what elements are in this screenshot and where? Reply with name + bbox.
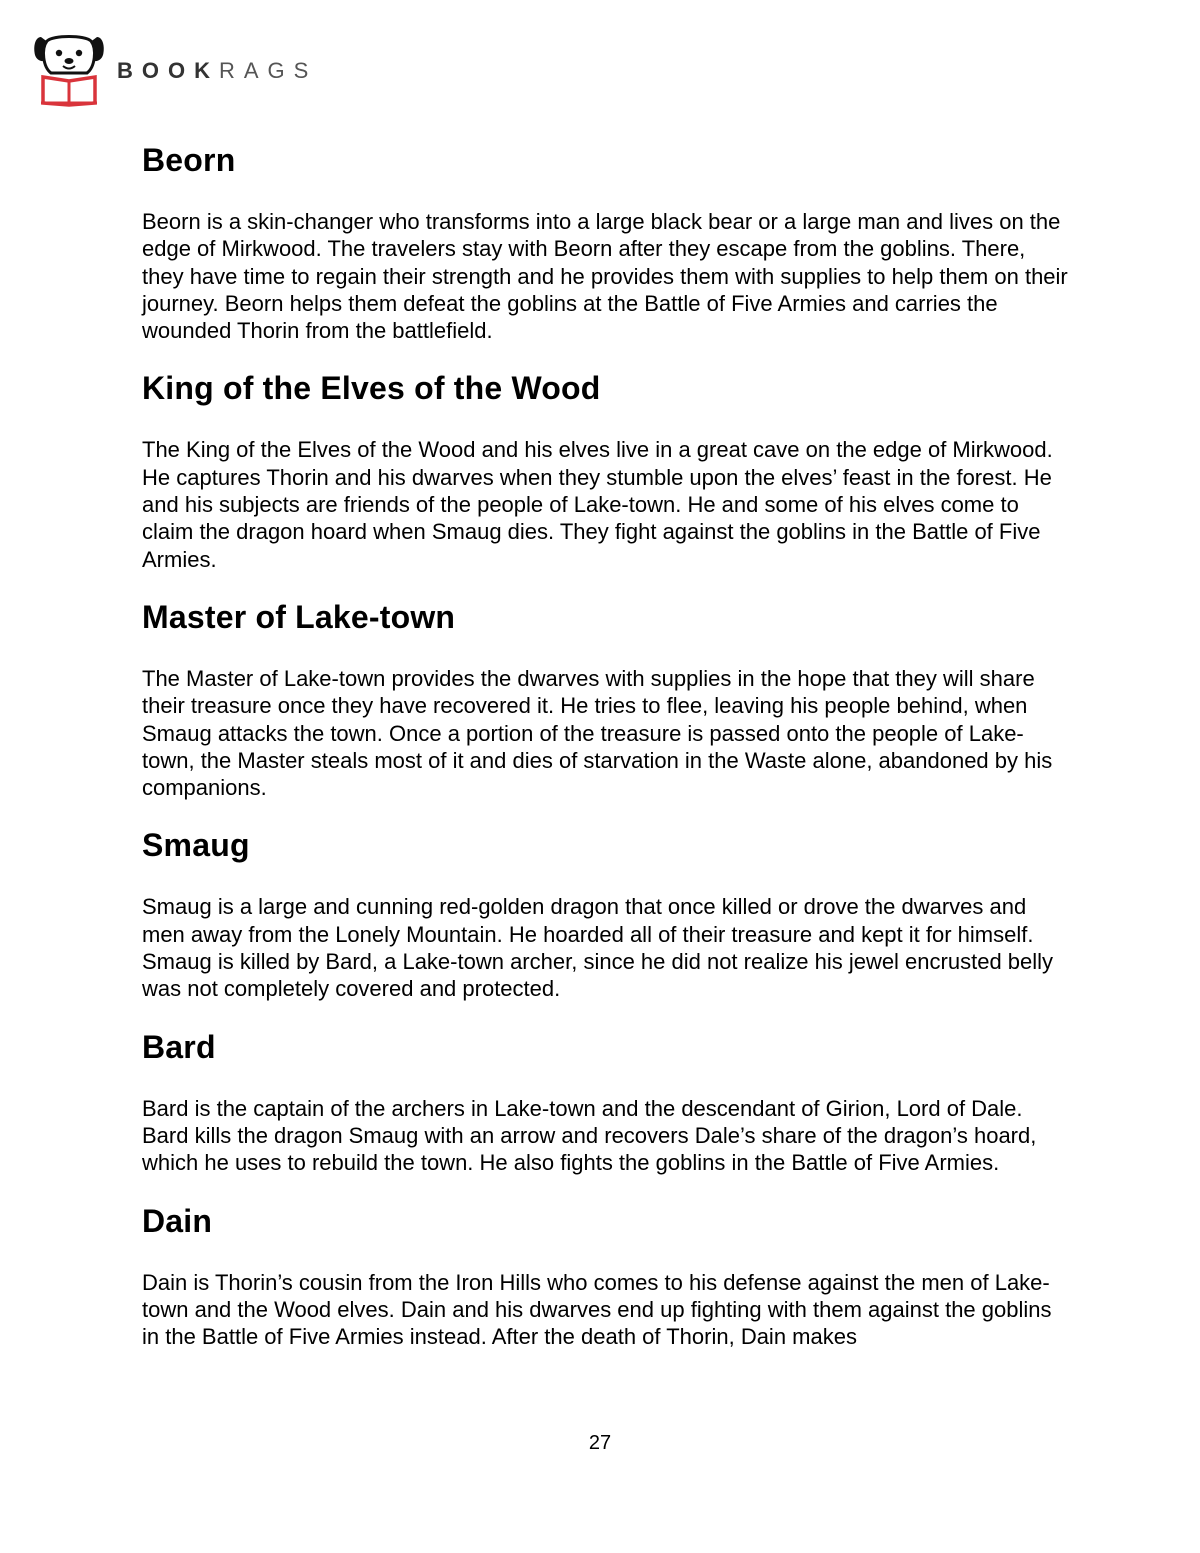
section-body: Dain is Thorin’s cousin from the Iron Hills who comes to his defense against the men of Lake-town and the Wood elves. Dain and his dwarves end up fighting with them against the goblins in the Battle of Five Armies instead. After the death of Thorin, Dain makes xyxy=(142,1269,1052,1350)
section-body: Bard is the captain of the archers in Lake-town and the descendant of Girion, Lord of Dale. Bard kills the dragon Smaug with an arrow and recovers Dale’s share of the dragon’s hoard, which he uses to rebuild the town. He also fights the goblins in the Battle of Five Armies. xyxy=(142,1095,1037,1176)
section-body: The Master of Lake-town provides the dwarves with supplies in the hope that they will share their treasure once they have recovered it. He tries to flee, leaving his people behind, when Smaug attacks the town. Once a portion of the treasure is passed onto the people of Lake-town, the Master steals most of it and dies of starvation in the Waste alone, abandoned by his companions. xyxy=(142,665,1053,801)
logo-wordmark xyxy=(117,58,317,84)
section-title: Dain xyxy=(142,1202,213,1239)
section-dain xyxy=(142,1199,1072,1351)
logo-text-light: RAGS xyxy=(219,58,318,83)
page-number: 27 xyxy=(588,1432,612,1454)
section-beorn xyxy=(142,138,1072,344)
section-title: Beorn xyxy=(142,142,236,178)
logo-text-bold: BOOK xyxy=(117,58,219,83)
section-bard xyxy=(142,1025,1072,1177)
section-title: Master of Lake-town xyxy=(142,598,456,635)
section-smaug xyxy=(142,823,1072,1002)
section-king-of-elves xyxy=(142,366,1072,572)
section-master-of-lake-town xyxy=(142,595,1072,801)
section-body: Smaug is a large and cunning red-golden dragon that once killed or drove the dwarves and men away from the Lonely Mountain. He hoarded all of their treasure and kept it for himself. Smaug is killed by Bard, a Lake-town archer, since he did not realize his jewel encrusted belly was not completely covered and protected. xyxy=(142,894,1054,1002)
dog-with-book-icon xyxy=(33,33,105,107)
section-title: Smaug xyxy=(142,827,250,864)
section-body: Beorn is a skin-changer who transforms into a large black bear or a large man and lives on the edge of Mirkwood. The travelers stay with Beorn after they escape from the goblins. There, they have time to regain their strength and he provides them with supplies to help them on their journey. Beorn helps them defeat the goblins at the Battle of Five Armies and carries the wounded Thorin from the battlefield. xyxy=(142,209,1068,344)
section-title: King of the Elves of the Wood xyxy=(142,370,601,407)
bookrags-logo xyxy=(33,33,317,107)
section-title: Bard xyxy=(142,1028,216,1065)
document-content xyxy=(142,138,1072,1372)
section-body: The King of the Elves of the Wood and his elves live in a great cave on the edge of Mirkwood. He captures Thorin and his dwarves when they stumble upon the elves’ feast in the forest. He and his subjects are friends of the people of Lake-town. He and some of his elves come to claim the dragon hoard when Smaug dies. They fight against the goblins in the Battle of Five Armies. xyxy=(142,437,1053,572)
